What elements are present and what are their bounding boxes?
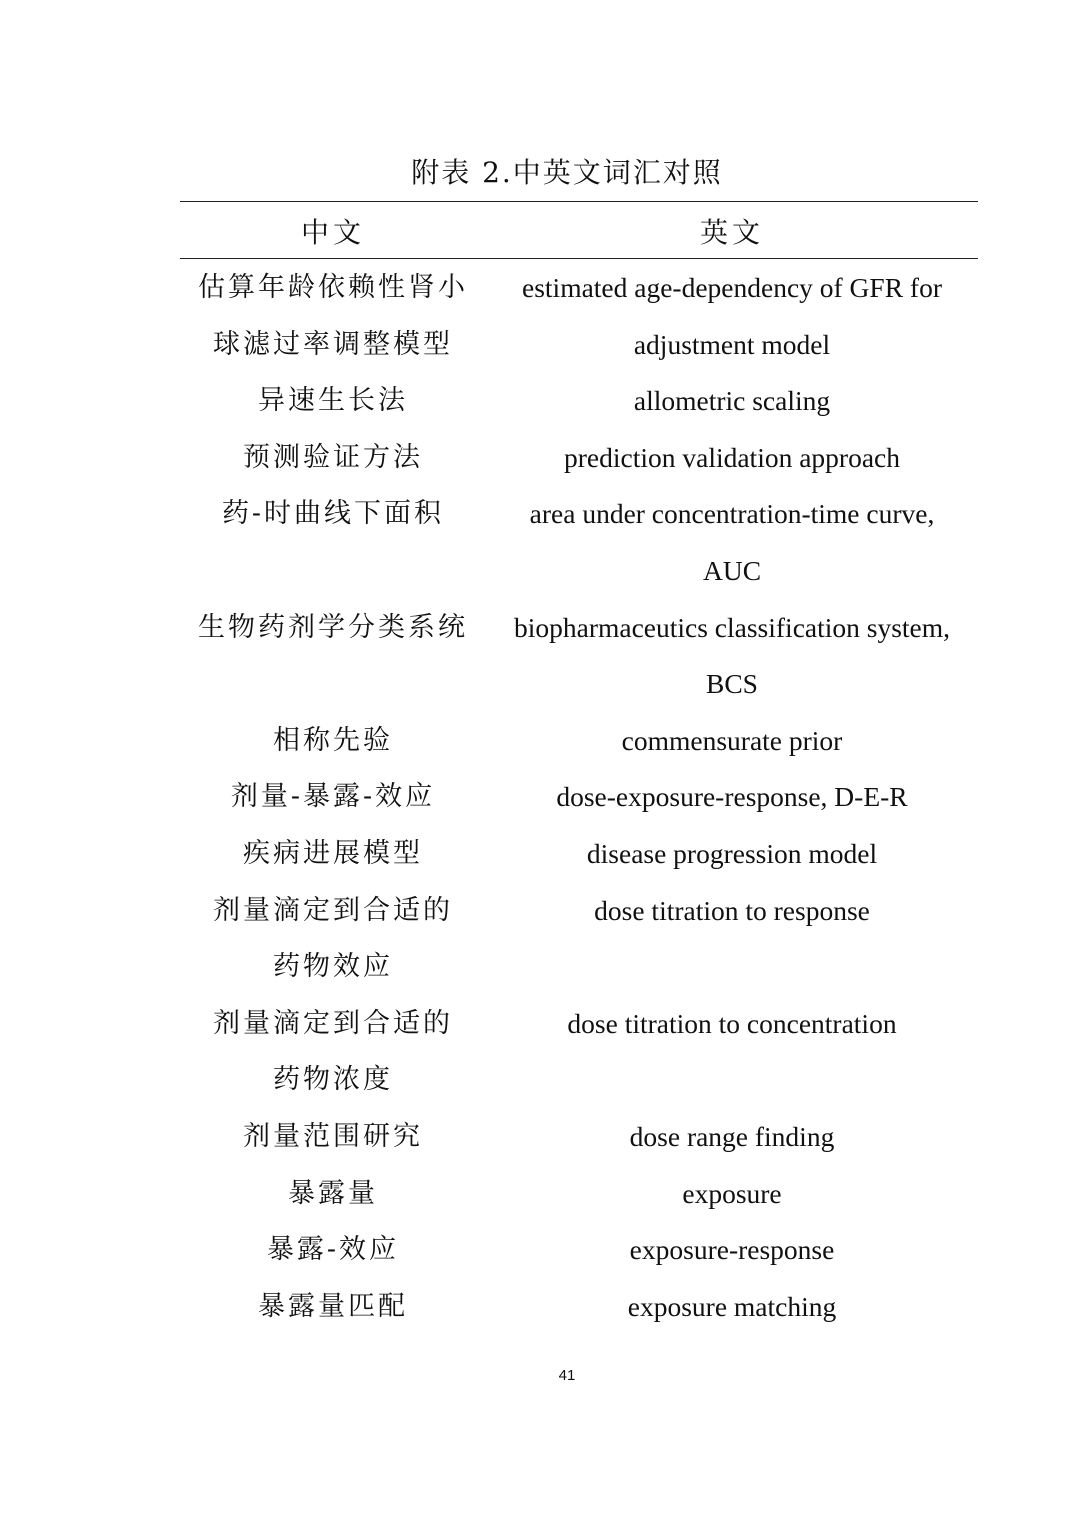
chinese-term-line: 剂量滴定到合适的: [213, 1007, 453, 1039]
table-row: [180, 769, 978, 826]
english-term: [486, 713, 978, 770]
chinese-term-line: 估算年龄依赖性肾小: [198, 272, 468, 303]
chinese-term: [180, 1222, 486, 1279]
table-row: [180, 486, 978, 599]
table-row: [180, 1222, 978, 1279]
english-term-line: area under concentration-time curve,: [529, 498, 935, 530]
english-term-line: dose titration to concentration: [567, 1007, 897, 1039]
english-term-line: AUC: [702, 554, 762, 586]
chinese-term: [180, 1279, 486, 1336]
table-row: [180, 600, 978, 713]
table-row: [180, 826, 978, 883]
english-term-line: BCS: [706, 668, 758, 700]
table-row: [180, 1109, 978, 1166]
english-term: [486, 373, 978, 430]
english-term: [486, 486, 978, 599]
table-row: [180, 430, 978, 487]
chinese-term: [180, 713, 486, 770]
english-term: [486, 1109, 978, 1166]
chinese-term-line: 暴露-效应: [266, 1234, 400, 1266]
chinese-term: [180, 883, 486, 996]
chinese-term-line: 暴露量: [288, 1177, 378, 1209]
english-term: [486, 826, 978, 883]
chinese-term: [180, 1109, 486, 1166]
english-term-line: estimated age-dependency of GFR for: [522, 272, 942, 303]
english-term-line: allometric scaling: [633, 385, 831, 417]
table-row: [180, 373, 978, 430]
chinese-term-line: 剂量-暴露-效应: [230, 781, 436, 813]
chinese-term-line: 剂量范围研究: [243, 1120, 423, 1152]
chinese-term-line: 预测验证方法: [243, 441, 423, 473]
table-top-rule: [180, 201, 978, 202]
table-header-rule: [180, 258, 978, 259]
chinese-term-line: 暴露量匹配: [258, 1290, 408, 1322]
chinese-term: [180, 826, 486, 883]
english-term: [486, 1166, 978, 1223]
english-term: [486, 1279, 978, 1336]
english-term-line: exposure matching: [627, 1290, 837, 1322]
chinese-term: [180, 260, 486, 373]
chinese-term: [180, 996, 486, 1109]
table-row: [180, 713, 978, 770]
table-header: [180, 203, 978, 258]
english-term: [486, 769, 978, 826]
page-number: 41: [558, 1367, 576, 1384]
chinese-term-line: 疾病进展模型: [243, 837, 423, 869]
english-term-line: exposure: [682, 1177, 782, 1209]
english-term: [486, 996, 978, 1109]
english-term-line: commensurate prior: [621, 724, 843, 756]
english-term: [486, 1222, 978, 1279]
english-term-line: adjustment model: [633, 328, 831, 360]
table-row: [180, 996, 978, 1109]
chinese-term-line: 药-时曲线下面积: [221, 498, 445, 530]
table-row: [180, 1166, 978, 1223]
english-term-line: dose range finding: [629, 1120, 835, 1152]
english-term-line: disease progression model: [586, 837, 878, 869]
chinese-term: [180, 1166, 486, 1223]
header-english: 英文: [699, 215, 764, 249]
chinese-term-line: 药物效应: [273, 951, 393, 983]
chinese-term: [180, 600, 486, 713]
chinese-term-line: 生物药剂学分类系统: [198, 611, 468, 643]
chinese-term: [180, 430, 486, 487]
chinese-term-line: 剂量滴定到合适的: [213, 894, 453, 926]
english-term-line: exposure-response: [629, 1234, 835, 1266]
chinese-term: [180, 373, 486, 430]
english-term-line: prediction validation approach: [564, 441, 900, 473]
chinese-term: [180, 486, 486, 599]
table-row: [180, 1279, 978, 1336]
english-term-line: dose-exposure-response, D-E-R: [556, 781, 908, 813]
english-term-line: dose titration to response: [594, 894, 870, 926]
english-term: [486, 883, 978, 996]
glossary-table-body: [180, 260, 978, 1335]
english-term-line: biopharmaceutics classification system,: [513, 611, 951, 643]
english-term: [486, 260, 978, 373]
chinese-term-line: 异速生长法: [258, 385, 408, 417]
chinese-term-line: 球滤过率调整模型: [213, 328, 453, 360]
chinese-term-line: 相称先验: [273, 724, 393, 756]
chinese-term: [180, 769, 486, 826]
english-term: [486, 430, 978, 487]
english-term: [486, 600, 978, 713]
table-row: [180, 883, 978, 996]
table-row: [180, 260, 978, 373]
table-title: 附表 2.中英文词汇对照: [411, 156, 723, 189]
header-chinese: 中文: [300, 215, 365, 249]
chinese-term-line: 药物浓度: [273, 1064, 393, 1096]
